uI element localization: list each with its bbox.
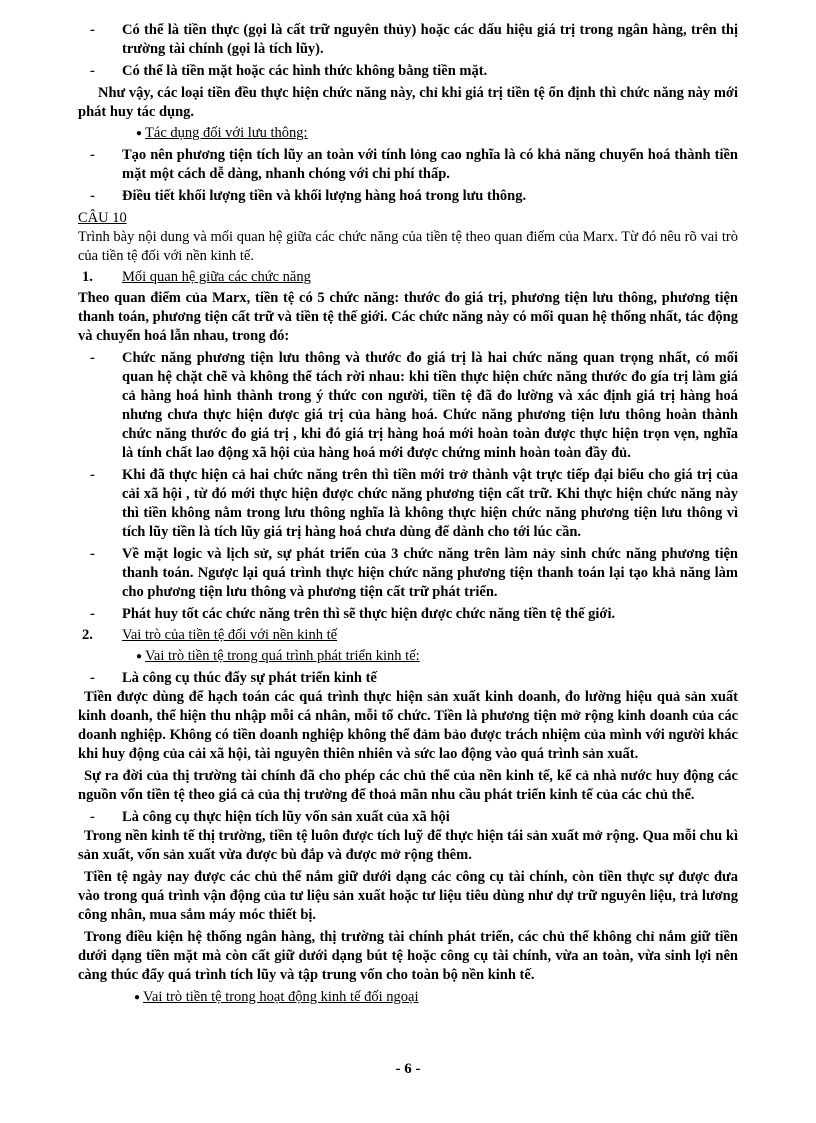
bullet-paragraph: - Khi đã thực hiện cả hai chức năng trên thì tiền mới trở thành vật trực tiếp đại biểu cho giá trị của cải xã hội , từ đó mới thực hiện được chức năng phương tiện cất trữ. Khi thực hiện chức năng này thì tiền không nằm trong lưu thông nghĩa là không thực hiện chức năng phương tiện lưu thông vì tích lũy tiền là tích lũy giá trị hàng hoá chưa dùng để dành cho tới lúc cần.	[78, 466, 738, 542]
section-heading	[78, 209, 738, 228]
bullet-paragraph: - Có thể là tiền thực (gọi là cất trữ nguyên thủy) hoặc các dấu hiệu giá trị trong ngân hàng, trên thị trường tài chính (gọi là tích lũy).	[78, 21, 738, 59]
numbered-heading-text: Mối quan hệ giữa các chức năng	[122, 269, 311, 285]
body-paragraph: Trong nền kinh tế thị trường, tiền tệ luôn được tích luỹ để thực hiện tái sản xuất mở rộng. Qua mỗi chu kì sản xuất, vốn sản xuất vừa được bù đắp và được mở rộng thêm.	[78, 828, 738, 863]
numbered-heading	[78, 268, 738, 287]
bullet-icon: ●	[136, 128, 143, 139]
bullet-paragraph: - Tạo nên phương tiện tích lũy an toàn với tính lỏng cao nghĩa là có khả năng chuyển hoá thành tiền mặt một cách dễ dàng, nhanh chóng với chi phí thấp.	[78, 146, 738, 184]
section-heading-text: CÂU 10	[78, 210, 127, 226]
page-number: - 6 -	[395, 1061, 421, 1077]
subheading	[78, 988, 738, 1007]
body-paragraph: Trong điều kiện hệ thống ngân hàng, thị trường tài chính phát triển, các chủ thể không chỉ nắm giữ tiền dưới dạng tiền mặt mà còn cất giữ dưới dạng bút tệ hoặc công cụ tài chính, vừa an toàn, vừa sinh lợi nên càng thúc đẩy quá trình tích lũy và tập trung vốn cho toàn bộ nền kinh tế.	[78, 929, 738, 983]
numbered-heading-text: Vai trò của tiền tệ đối với nền kinh tế	[122, 627, 338, 643]
bullet-paragraph: - Có thể là tiền mặt hoặc các hình thức không bằng tiền mặt.	[78, 62, 738, 81]
subheading-text: Vai trò tiền tệ trong quá trình phát triển kinh tế:	[145, 648, 420, 664]
subheading-text: Tác dụng đối với lưu thông:	[145, 125, 308, 141]
bullet-paragraph: - Phát huy tốt các chức năng trên thì sẽ thực hiện được chức năng tiền tệ thế giới.	[78, 605, 738, 624]
bullet-icon: ●	[136, 651, 143, 662]
bullet-paragraph: - Điều tiết khối lượng tiền và khối lượng hàng hoá trong lưu thông.	[78, 187, 738, 206]
subheading	[78, 124, 738, 143]
bullet-heading: - Là công cụ thực hiện tích lũy vốn sản xuất của xã hội	[78, 808, 738, 827]
bullet-icon: ●	[134, 992, 141, 1003]
heading-number: 2.	[82, 627, 93, 643]
body-paragraph: Như vậy, các loại tiền đều thực hiện chức năng này, chỉ khi giá trị tiền tệ ổn định thì chức năng này mới phát huy tác dụng.	[78, 85, 738, 120]
document-page	[78, 21, 738, 1007]
body-paragraph: Theo quan điểm của Marx, tiền tệ có 5 chức năng: thước đo giá trị, phương tiện lưu thông, phương tiện thanh toán, phương tiện cất trữ và tiền tệ thế giới. Các chức năng này có mối quan hệ thống nhất, tác động và chuyển hoá lẫn nhau, trong đó:	[78, 290, 738, 344]
body-paragraph: Tiền được dùng để hạch toán các quá trình thực hiện sản xuất kinh doanh, đo lường hiệu quả sản xuất kinh doanh, thể hiện thu nhập mỗi cá nhân, mỗi tổ chức. Tiền là phương tiện mở rộng kinh doanh của các doanh nghiệp. Không có tiền doanh nghiệp không thể đảm bảo được trách nhiệm của mình với người khác khi huy động của cải xã hội, tài nguyên thiên nhiên và sức lao động vào quá trình sản xuất.	[78, 689, 738, 762]
bullet-paragraph: - Chức năng phương tiện lưu thông và thước đo giá trị là hai chức năng quan trọng nhất, có mối quan hệ chặt chẽ và không thể tách rời nhau: khi tiền thực hiện chức năng thước đo gía trị làm giá cả hàng hoá hình thành trong ý thức con người, tiền tệ đã đo lường và xác định giá trị hàng hoá nhưng chưa thực hiện được giá trị của hàng hoá. Chức năng phương tiện lưu thông hoàn thành chức năng thước đo giá trị , khi đó giá trị hàng hoá mới hoàn toàn được thực hiện trọn vẹn, nghĩa là tính chất lao động xã hội của hàng hoá mới được chứng minh hoàn toàn đầy đủ.	[78, 349, 738, 463]
subheading	[78, 647, 738, 666]
bullet-paragraph: - Về mặt logic và lịch sử, sự phát triển của 3 chức năng trên làm nảy sinh chức năng phương tiện thanh toán. Ngược lại quá trình thực hiện chức năng phương tiện thanh toán lại tạo khả năng làm cho phương tiện lưu thông và phương tiện cất trữ phát triển.	[78, 545, 738, 602]
body-paragraph: Tiền tệ ngày nay được các chủ thể nắm giữ dưới dạng các công cụ tài chính, còn tiền thực sự được đưa vào trong quá trình vận động của tư liệu sản xuất hoặc tư liệu tiêu dùng như dự trữ nguyên liệu, trả lương công nhân, mua sắm máy móc thiết bị.	[78, 869, 738, 923]
body-paragraph: Sự ra đời của thị trường tài chính đã cho phép các chủ thể của nền kinh tế, kể cả nhà nước huy động các nguồn vốn tiền tệ theo giá cả của thị trường để thoả mãn nhu cầu phát triển kinh tế của các chủ thể.	[78, 768, 738, 803]
numbered-heading	[78, 626, 738, 645]
heading-number: 1.	[82, 269, 93, 285]
question-paragraph: Trình bày nội dung và mối quan hệ giữa các chức năng của tiền tệ theo quan điểm của Marx. Từ đó nêu rõ vai trò của tiền tệ đối với nền kinh tế.	[78, 229, 738, 264]
subheading-text: Vai trò tiền tệ trong hoạt động kinh tế đối ngoại	[143, 989, 419, 1005]
bullet-heading: - Là công cụ thúc đẩy sự phát triển kinh tế	[78, 669, 738, 688]
